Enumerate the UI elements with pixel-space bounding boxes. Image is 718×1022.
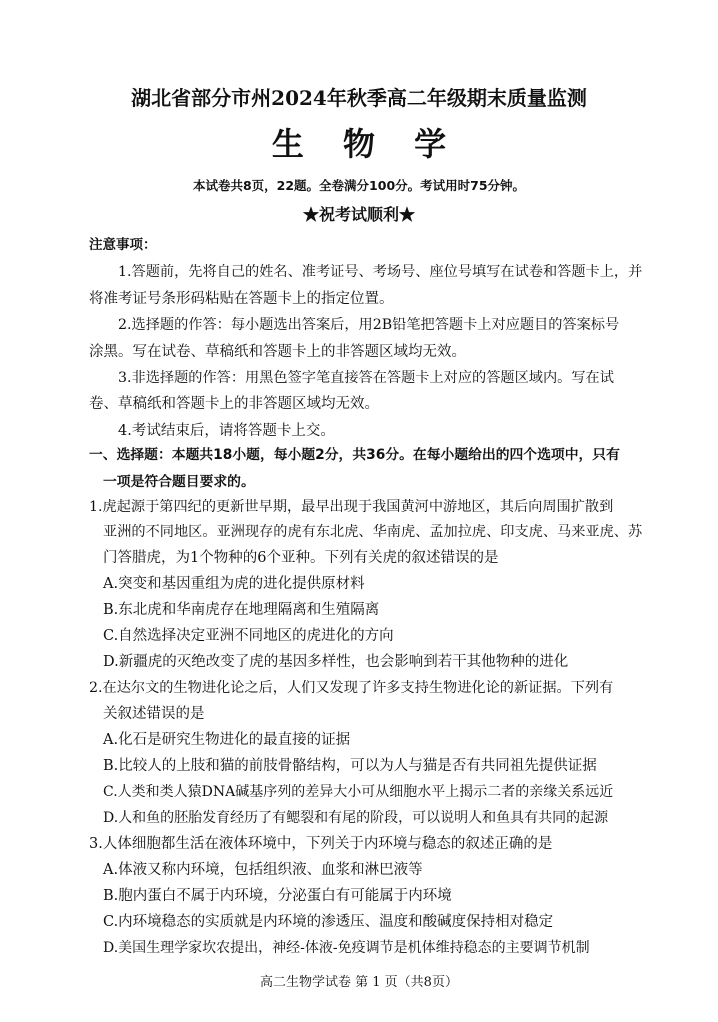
question-2-stem: 2.在达尔文的生物进化论之后，人们又发现了许多支持生物进化论的新证据。下列有 xyxy=(89,680,614,696)
question-2-stem: 关叙述错误的是 xyxy=(103,706,205,722)
question-2-option-a: A.化石是研究生物进化的最直接的证据 xyxy=(103,732,351,748)
question-3-option-c: C.内环境稳态的实质就是内环境的渗透压、温度和酸碱度保持相对稳定 xyxy=(103,914,554,930)
section-heading-cont: 一项是符合题目要求的。 xyxy=(103,474,255,490)
question-1-option-c: C.自然选择决定亚洲不同地区的虎进化的方向 xyxy=(103,628,394,644)
section-heading: 一、选择题：本题共18小题，每小题2分，共36分。在每小题给出的四个选项中，只有 xyxy=(89,447,620,463)
subject-title: 生 物 学 xyxy=(271,125,447,163)
notes-line: 将准考证号条形码粘贴在答题卡上的指定位置。 xyxy=(89,291,394,307)
notes-line: 3.非选择题的作答：用黑色签字笔直接答在答题卡上对应的答题区域内。写在试 xyxy=(118,370,614,386)
exam-info: 本试卷共8页，22题。全卷满分100分。考试用时75分钟。 xyxy=(192,178,526,193)
question-1-option-a: A.突变和基因重组为虎的进化提供原材料 xyxy=(103,576,365,592)
question-3-option-b: B.胞内蛋白不属于内环境，分泌蛋白有可能属于内环境 xyxy=(103,888,452,904)
question-2-option-c: C.人类和类人猿DNA碱基序列的差异大小可从细胞水平上揭示二者的亲缘关系远近 xyxy=(103,784,614,800)
question-1-option-d: D.新疆虎的灭绝改变了虎的基因多样性，也会影响到若干其他物种的进化 xyxy=(103,654,569,670)
question-1-option-b: B.东北虎和华南虎存在地理隔离和生殖隔离 xyxy=(103,602,380,618)
question-3-stem: 3.人体细胞都生活在液体环境中，下列关于内环境与稳态的叙述正确的是 xyxy=(89,836,553,852)
question-2-option-b: B.比较人的上肢和猫的前肢骨骼结构，可以为人与猫是否有共同祖先提供证据 xyxy=(103,758,597,774)
question-3-option-d: D.美国生理学家坎农提出，神经-体液-免疫调节是机体维持稳态的主要调节机制 xyxy=(103,940,590,956)
page-footer: 高二生物学试卷 第 1 页（共8页） xyxy=(260,975,458,990)
notes-heading: 注意事项： xyxy=(89,237,157,253)
question-1-stem: 门答腊虎，为1个物种的6个亚种。下列有关虎的叙述错误的是 xyxy=(103,550,499,566)
question-1-stem: 1.虎起源于第四纪的更新世早期，最早出现于我国黄河中游地区，其后向周围扩散到 xyxy=(89,499,614,515)
notes-line: 涂黑。写在试卷、草稿纸和答题卡上的非答题区域均无效。 xyxy=(89,344,466,360)
notes-line: 4.考试结束后，请将答题卡上交。 xyxy=(118,423,335,439)
question-3-option-a: A.体液又称内环境，包括组织液、血浆和淋巴液等 xyxy=(103,862,423,878)
notes-line: 1.答题前，先将自己的姓名、准考证号、考场号、座位号填写在试卷和答题卡上，并 xyxy=(118,264,643,280)
question-2-option-d: D.人和鱼的胚胎发育经历了有鳃裂和有尾的阶段，可以说明人和鱼具有共同的起源 xyxy=(103,810,609,826)
good-luck-banner: ★祝考试顺利★ xyxy=(302,205,415,224)
notes-line: 卷、草稿纸和答题卡上的非答题区域均无效。 xyxy=(89,396,379,412)
exam-title: 湖北省部分市州2024年秋季高二年级期末质量监测 xyxy=(131,86,587,110)
notes-line: 2.选择题的作答：每小题选出答案后，用2B铅笔把答题卡上对应题目的答案标号 xyxy=(118,317,620,333)
question-1-stem: 亚洲的不同地区。亚洲现存的虎有东北虎、华南虎、孟加拉虎、印支虎、马来亚虎、苏 xyxy=(103,524,643,540)
